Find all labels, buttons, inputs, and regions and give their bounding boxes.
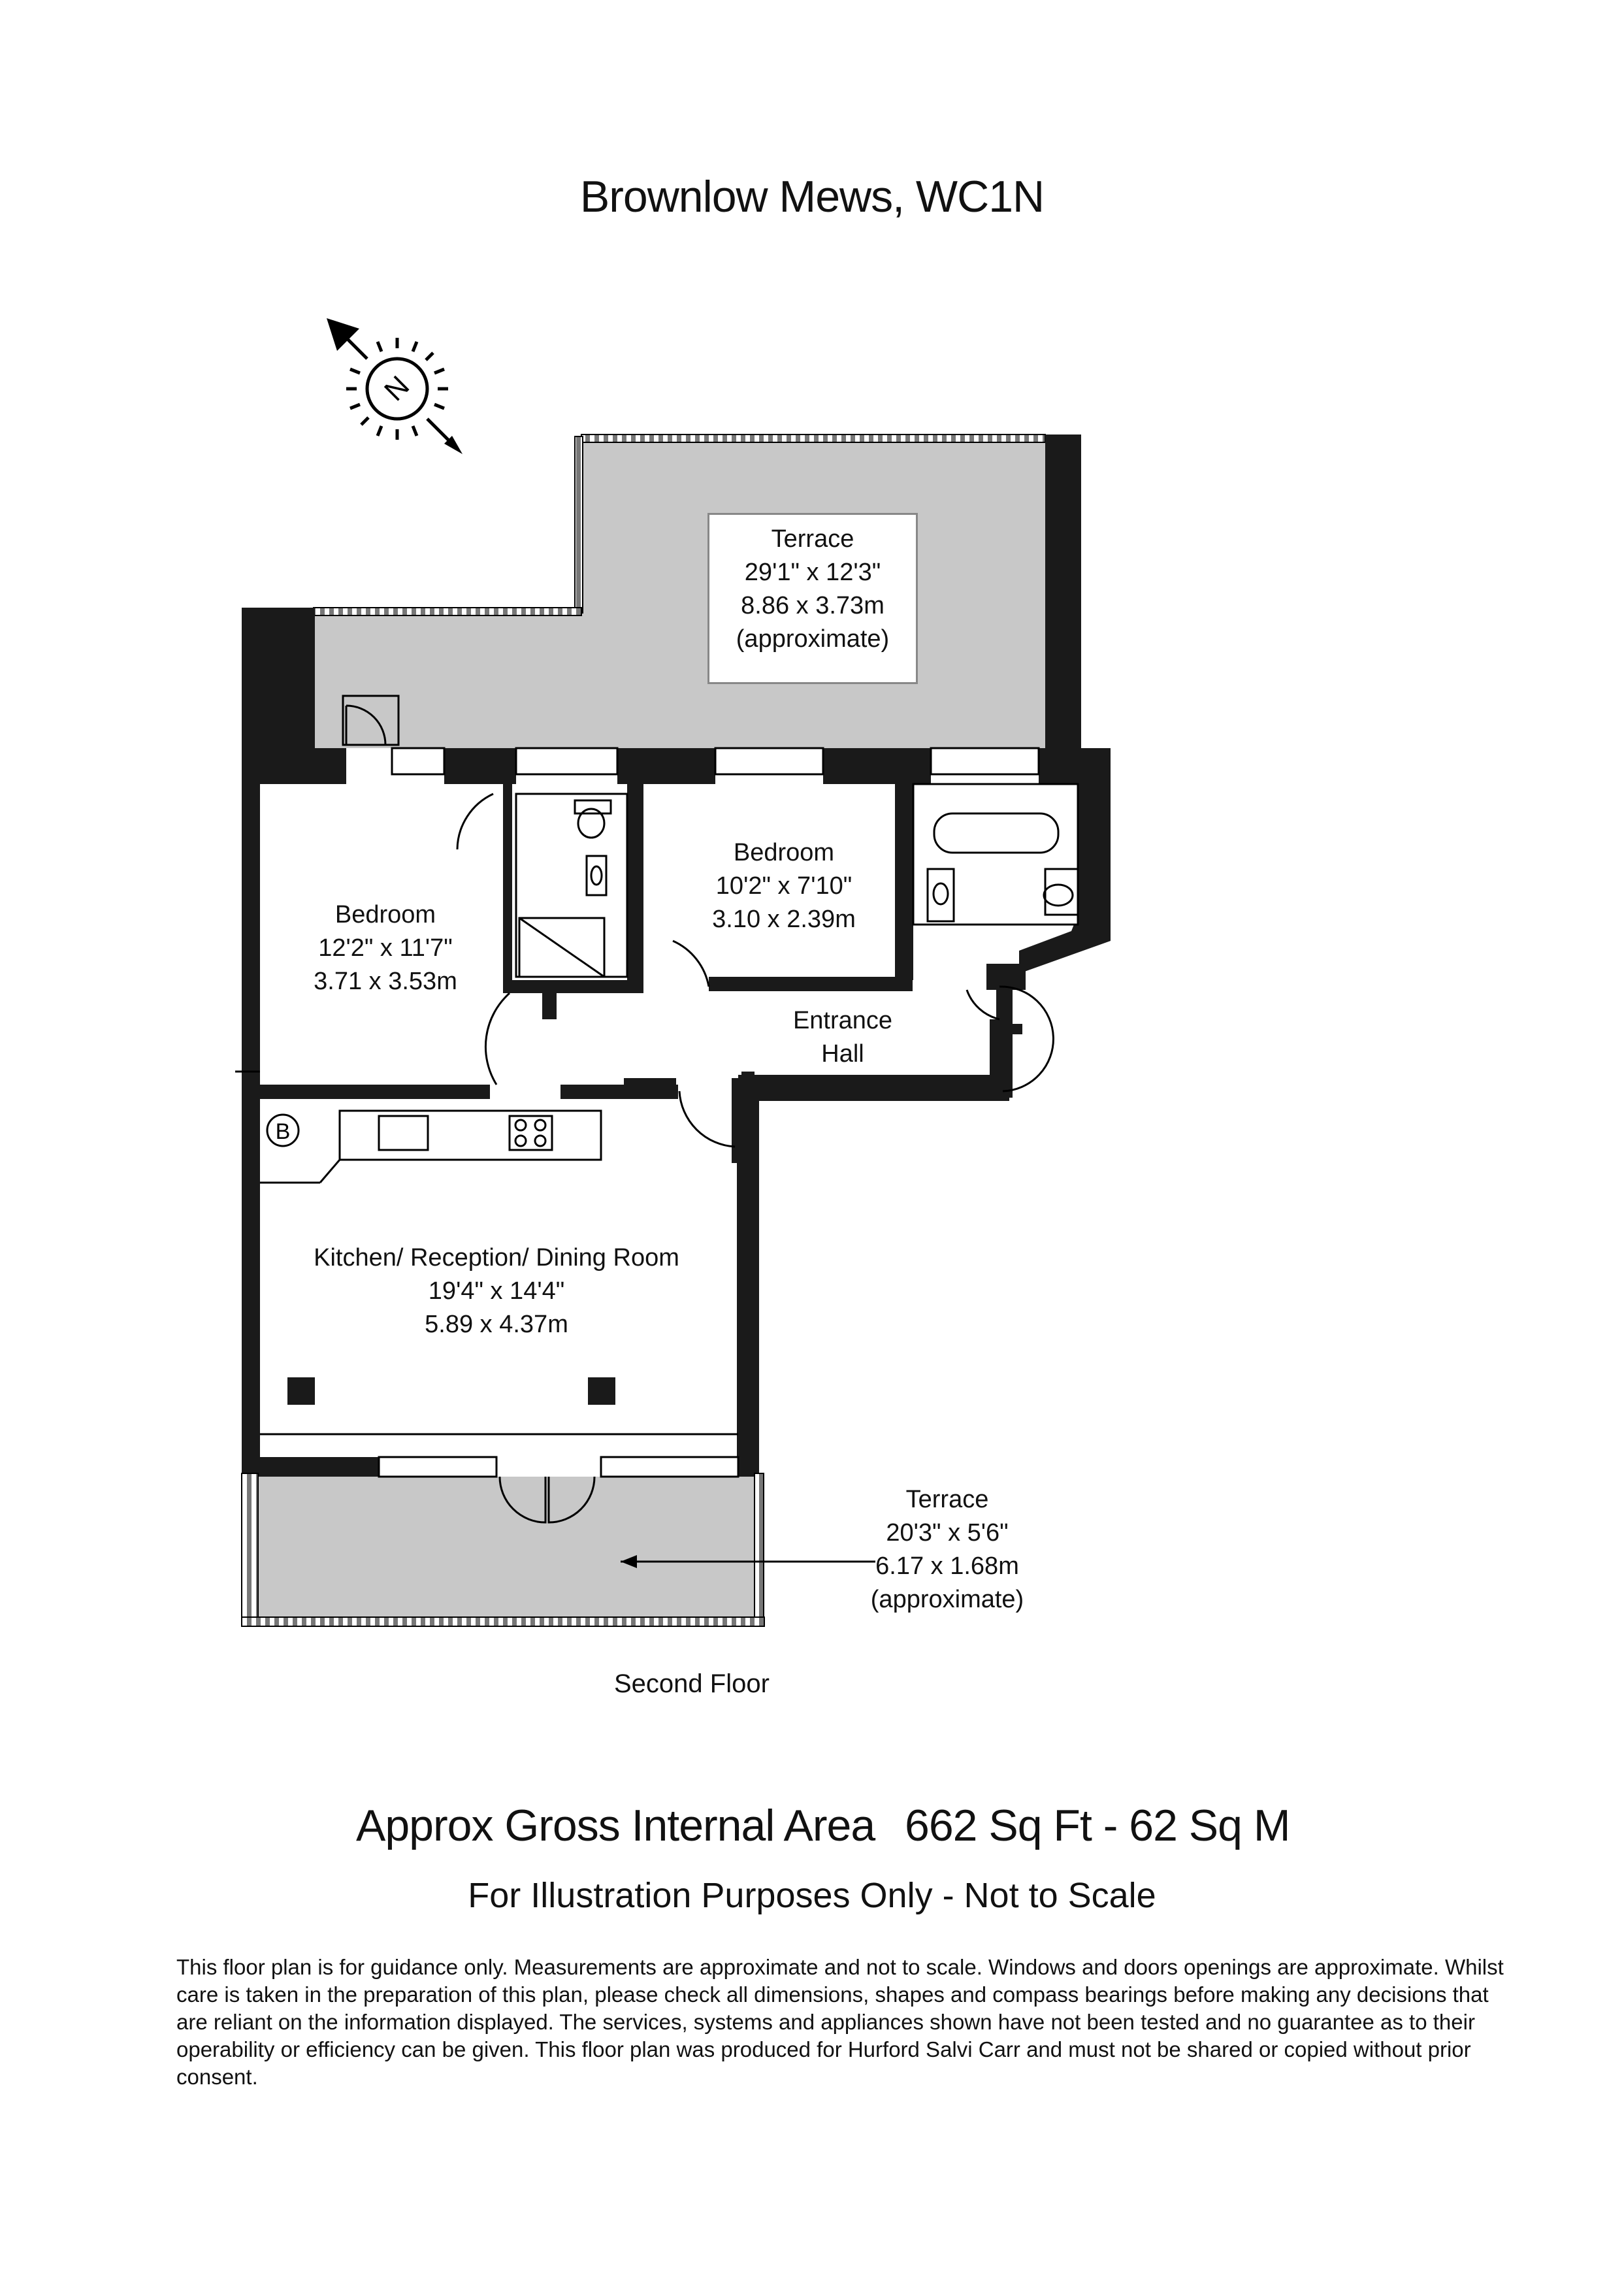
compass-n-label: N — [378, 370, 416, 408]
disclaimer — [176, 1954, 1504, 2091]
kitchen-name: Kitchen/ Reception/ Dining Room — [314, 1244, 679, 1271]
entrance-hall-line2: Hall — [821, 1040, 864, 1068]
area-label: Approx Gross Internal Area — [356, 1801, 875, 1850]
bedroom-2-dims-metric: 3.10 x 2.39m — [712, 906, 856, 933]
area-value: 662 Sq Ft - 62 Sq M — [905, 1801, 1290, 1850]
bedroom-1-dims-imperial: 12'2" x 11'7" — [318, 934, 453, 962]
entrance-hall-line1: Entrance — [792, 1007, 893, 1034]
illustration-note: For Illustration Purposes Only - Not to Scale — [468, 1876, 1156, 1915]
terrace-top-name: Terrace — [771, 525, 854, 553]
disclaimer-line: operability or efficiency can be given. This floor plan was produced for Hurford Salvi Carr and must not be shared or copied without prior — [176, 2037, 1471, 2061]
kitchen-dims-imperial: 19'4" x 14'4" — [428, 1277, 565, 1305]
terrace-bottom-dims-imperial: 20'3" x 5'6" — [886, 1519, 1009, 1547]
terrace-bottom-name: Terrace — [905, 1486, 989, 1513]
entrance-hall-label — [764, 1004, 921, 1071]
plan-title: Brownlow Mews, WC1N — [579, 172, 1045, 221]
terrace-top-dims-imperial: 29'1" x 12'3" — [744, 559, 881, 586]
bedroom-2-name: Bedroom — [733, 839, 835, 866]
terrace-top-note: (approximate) — [736, 625, 890, 653]
kitchen-label — [268, 1241, 725, 1341]
compass-icon — [327, 318, 463, 454]
boiler-label: B — [275, 1119, 291, 1144]
bedroom-2-label — [673, 836, 895, 936]
bedroom-2-dims-imperial: 10'2" x 7'10" — [715, 872, 853, 900]
kitchen-dims-metric: 5.89 x 4.37m — [425, 1311, 568, 1338]
terrace-top-dims-metric: 8.86 x 3.73m — [741, 592, 885, 619]
bedroom-1-dims-metric: 3.71 x 3.53m — [314, 968, 457, 995]
floor-caption: Second Floor — [614, 1669, 770, 1698]
terrace-bottom-note: (approximate) — [870, 1586, 1024, 1613]
terrace-bottom-area — [258, 1477, 755, 1617]
disclaimer-line: care is taken in the preparation of this plan, please check all dimensions, shapes and compass bearings before making any decisions that — [176, 1982, 1489, 2007]
terrace-top-area — [314, 436, 1045, 748]
terrace-bottom-dims-metric: 6.17 x 1.68m — [875, 1552, 1019, 1580]
terrace-top-label — [707, 523, 918, 656]
terrace-bottom-label — [830, 1483, 1065, 1616]
disclaimer-line: are reliant on the information displayed. The services, systems and appliances shown have not been tested and no guarantee as to their — [176, 2010, 1475, 2034]
bedroom-1-name: Bedroom — [334, 901, 436, 928]
disclaimer-line: This floor plan is for guidance only. Measurements are approximate and not to scale. Windows and doors openings are approximate. Whilst — [176, 1955, 1504, 1979]
disclaimer-line: consent. — [176, 2065, 258, 2089]
bedroom-1-label — [274, 898, 496, 998]
